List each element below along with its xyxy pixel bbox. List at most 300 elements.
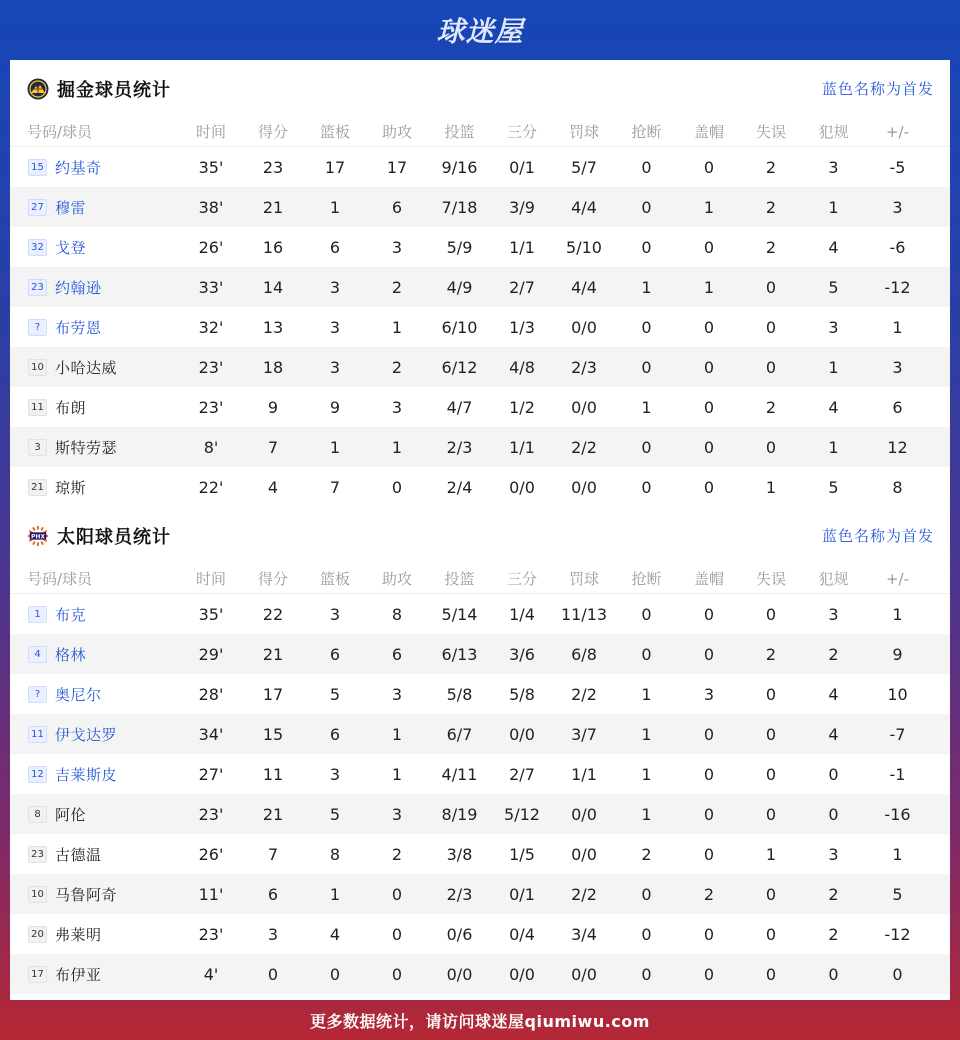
player-cell xyxy=(10,684,180,705)
stat-cell: 0 xyxy=(765,764,777,784)
stat-cell: 3 xyxy=(391,804,403,824)
table-row[interactable] xyxy=(10,267,950,307)
table-row[interactable] xyxy=(10,187,950,227)
stat-cell: 0/0 xyxy=(446,964,473,984)
stat-cell: 4/8 xyxy=(509,357,535,377)
stat-cell: 21 xyxy=(262,644,284,664)
column-header: 篮板 xyxy=(319,570,350,588)
stat-cell: 3 xyxy=(828,157,839,177)
stat-cell: 0 xyxy=(703,237,715,257)
player-name-link[interactable]: 穆雷 xyxy=(55,198,87,217)
player-name-link[interactable]: 奥尼尔 xyxy=(55,685,102,704)
stat-cell: 3/6 xyxy=(509,644,535,664)
stat-cell: 0 xyxy=(641,924,652,944)
stat-cell: 6/7 xyxy=(446,724,473,744)
stat-cell: 6/12 xyxy=(441,357,478,377)
stat-cell: 17 xyxy=(324,157,346,177)
stat-cell: 2 xyxy=(765,197,777,217)
stat-cell: 0 xyxy=(641,964,652,984)
stat-cell: 0 xyxy=(703,317,715,337)
stat-cell: 0/0 xyxy=(571,804,597,824)
jersey-number-badge: 23 xyxy=(28,279,47,296)
table-row[interactable] xyxy=(10,147,950,187)
stat-cell: 6/13 xyxy=(441,644,478,664)
player-cell xyxy=(10,477,180,498)
stat-cell: 34' xyxy=(198,724,224,744)
player-cell xyxy=(10,604,180,625)
stat-cell: 6 xyxy=(391,197,403,217)
stats-panel xyxy=(10,60,950,1000)
stat-cell: 4 xyxy=(828,397,839,417)
jersey-number-badge: ? xyxy=(28,319,47,336)
stat-cell: 3 xyxy=(892,197,903,217)
table-row[interactable] xyxy=(10,387,950,427)
stat-cell: 0 xyxy=(391,924,403,944)
player-cell xyxy=(10,724,180,745)
team-header xyxy=(10,60,950,117)
player-rows xyxy=(10,594,950,994)
stat-cell: -1 xyxy=(889,764,906,784)
stat-cell: 8 xyxy=(329,844,341,864)
jersey-number-badge: 1 xyxy=(28,606,47,623)
stat-cell: 0 xyxy=(641,884,652,904)
player-name-link[interactable]: 约翰逊 xyxy=(55,278,102,297)
player-cell xyxy=(10,237,180,258)
site-logo[interactable]: 球迷屋 xyxy=(436,15,524,48)
column-header: 得分 xyxy=(257,570,288,588)
stat-cell: 3 xyxy=(828,844,839,864)
stat-cell: 0 xyxy=(765,684,777,704)
stat-cell: 13 xyxy=(262,317,284,337)
stat-cell: 0 xyxy=(391,964,403,984)
table-row[interactable] xyxy=(10,834,950,874)
stat-cell: -12 xyxy=(884,924,911,944)
stat-cell: 1 xyxy=(391,724,403,744)
stat-cell: 4/4 xyxy=(571,277,597,297)
player-name-link[interactable]: 格林 xyxy=(55,645,87,664)
stat-cell: 0 xyxy=(641,197,652,217)
column-header: 失误 xyxy=(755,570,786,588)
stat-cell: 0 xyxy=(828,804,839,824)
stat-cell: 6/8 xyxy=(571,644,597,664)
table-row[interactable] xyxy=(10,594,950,634)
stat-cell: 26' xyxy=(198,844,224,864)
player-name-link[interactable]: 马鲁阿奇 xyxy=(55,885,118,904)
team-section xyxy=(10,507,950,994)
stat-cell: 1 xyxy=(391,764,403,784)
stat-cell: 29' xyxy=(198,644,224,664)
stat-cell: 1/1 xyxy=(509,237,535,257)
stat-cell: 3 xyxy=(267,924,279,944)
column-header-row xyxy=(10,117,950,147)
table-row[interactable] xyxy=(10,874,950,914)
stat-cell: 3/8 xyxy=(446,844,473,864)
stat-cell: 1 xyxy=(703,277,715,297)
stat-cell: 1 xyxy=(892,317,903,337)
stat-cell: 0 xyxy=(641,237,652,257)
jersey-number-badge: 23 xyxy=(28,846,47,863)
stat-cell: 11' xyxy=(198,884,224,904)
stat-cell: 3/7 xyxy=(571,724,597,744)
column-header: 号码/球员 xyxy=(27,123,93,141)
stat-cell: 2/3 xyxy=(446,884,473,904)
stat-cell: 1/1 xyxy=(571,764,597,784)
stat-cell: 5/10 xyxy=(566,237,602,257)
stat-cell: 0 xyxy=(703,437,715,457)
stat-cell: 0/6 xyxy=(446,924,473,944)
stat-cell: 3 xyxy=(828,317,839,337)
stat-cell: 1 xyxy=(329,197,341,217)
column-header: 盖帽 xyxy=(693,570,724,588)
stat-cell: 5 xyxy=(828,477,839,497)
stat-cell: 2 xyxy=(391,357,403,377)
stat-cell: 0 xyxy=(765,884,777,904)
stat-cell: 4 xyxy=(329,924,341,944)
stat-cell: 2 xyxy=(828,924,839,944)
jersey-number-badge: 3 xyxy=(28,439,47,456)
stat-cell: 23' xyxy=(198,804,224,824)
stat-cell: 0 xyxy=(765,964,777,984)
stat-cell: 23' xyxy=(198,357,224,377)
table-row[interactable] xyxy=(10,754,950,794)
stat-cell: 10 xyxy=(887,684,908,704)
player-cell xyxy=(10,277,180,298)
column-header: 投篮 xyxy=(444,123,475,141)
stat-cell: 0 xyxy=(641,644,652,664)
jersey-number-badge: 10 xyxy=(28,359,47,376)
table-row[interactable] xyxy=(10,634,950,674)
stat-cell: 1 xyxy=(892,604,903,624)
stat-cell: 6 xyxy=(892,397,903,417)
stat-cell: 23 xyxy=(262,157,284,177)
team-title-group xyxy=(27,523,171,549)
player-cell xyxy=(10,844,180,865)
stat-cell: 7 xyxy=(267,437,279,457)
player-name-link[interactable]: 吉莱斯皮 xyxy=(55,765,118,784)
stat-cell: 8 xyxy=(892,477,903,497)
stat-cell: 0 xyxy=(703,157,715,177)
stat-cell: 9 xyxy=(267,397,279,417)
jersey-number-badge: 32 xyxy=(28,239,47,256)
jersey-number-badge: 27 xyxy=(28,199,47,216)
player-name-link[interactable]: 琼斯 xyxy=(55,478,87,497)
stat-cell: 0/0 xyxy=(509,477,535,497)
stat-cell: -7 xyxy=(889,724,906,744)
stat-cell: 0 xyxy=(641,437,652,457)
stat-cell: 5 xyxy=(828,277,839,297)
stat-cell: 0 xyxy=(641,357,652,377)
column-header: 犯规 xyxy=(818,570,849,588)
stat-cell: 3 xyxy=(329,277,341,297)
stat-cell: 0 xyxy=(703,604,715,624)
stat-cell: 15 xyxy=(262,724,284,744)
stat-cell: 2 xyxy=(703,884,715,904)
stat-cell: 1 xyxy=(641,397,652,417)
stat-cell: 4' xyxy=(203,964,219,984)
svg-text:PHX: PHX xyxy=(31,532,45,540)
stat-cell: 5/8 xyxy=(509,684,535,704)
stat-cell: 1/2 xyxy=(509,397,535,417)
stat-cell: 0/4 xyxy=(509,924,535,944)
player-name-link[interactable]: 约基奇 xyxy=(55,158,102,177)
stat-cell: 0 xyxy=(641,157,652,177)
stat-cell: 0 xyxy=(641,477,652,497)
stat-cell: 6 xyxy=(329,724,341,744)
stat-cell: 5/9 xyxy=(446,237,473,257)
stat-cell: 1 xyxy=(703,197,715,217)
stat-cell: 4 xyxy=(828,237,839,257)
player-name-link[interactable]: 伊戈达罗 xyxy=(55,725,118,744)
stat-cell: 4 xyxy=(267,477,279,497)
stat-cell: 0 xyxy=(703,724,715,744)
player-cell xyxy=(10,317,180,338)
stat-cell: 3/4 xyxy=(571,924,597,944)
stat-cell: 2/3 xyxy=(446,437,473,457)
stat-cell: 7 xyxy=(267,844,279,864)
stat-cell: 2/7 xyxy=(509,764,535,784)
stat-cell: 2/3 xyxy=(571,357,597,377)
stat-cell: 6/10 xyxy=(441,317,478,337)
stat-cell: 18 xyxy=(262,357,284,377)
player-cell xyxy=(10,884,180,905)
table-row[interactable] xyxy=(10,914,950,954)
table-row[interactable] xyxy=(10,714,950,754)
stat-cell: 5/14 xyxy=(441,604,478,624)
stat-cell: 0/1 xyxy=(509,884,535,904)
stat-cell: 8/19 xyxy=(441,804,478,824)
stat-cell: 38' xyxy=(198,197,224,217)
stat-cell: 3 xyxy=(329,357,341,377)
stat-cell: 3 xyxy=(892,357,903,377)
stat-cell: 2 xyxy=(765,644,777,664)
player-cell xyxy=(10,157,180,178)
column-header: 抢断 xyxy=(631,123,662,141)
player-cell xyxy=(10,644,180,665)
stat-cell: 1 xyxy=(641,684,652,704)
stat-cell: 23' xyxy=(198,924,224,944)
stat-cell: 0/0 xyxy=(571,964,597,984)
column-header: 篮板 xyxy=(319,123,350,141)
stat-cell: 17 xyxy=(386,157,408,177)
table-row[interactable] xyxy=(10,347,950,387)
table-row[interactable] xyxy=(10,427,950,467)
stat-cell: 11 xyxy=(262,764,284,784)
stat-cell: 22 xyxy=(262,604,284,624)
stat-cell: 2/2 xyxy=(571,684,597,704)
stat-cell: 9 xyxy=(892,644,903,664)
stat-cell: 7 xyxy=(329,477,341,497)
stat-cell: 2 xyxy=(391,844,403,864)
player-name-link[interactable]: 斯特劳瑟 xyxy=(55,438,118,457)
table-row[interactable] xyxy=(10,227,950,267)
stat-cell: 0 xyxy=(267,964,279,984)
jersey-number-badge: 15 xyxy=(28,159,47,176)
stat-cell: 3 xyxy=(329,604,341,624)
stat-cell: 1 xyxy=(641,277,652,297)
team-title: 掘金球员统计 xyxy=(57,79,171,101)
column-header: +/- xyxy=(885,569,910,588)
stat-cell: 1 xyxy=(892,844,903,864)
column-header: 号码/球员 xyxy=(27,570,93,588)
column-header: 时间 xyxy=(195,570,226,588)
jersey-number-badge: 17 xyxy=(28,966,47,983)
stat-cell: 3 xyxy=(329,764,341,784)
player-name-link[interactable]: 戈登 xyxy=(55,238,87,257)
stat-cell: 0 xyxy=(703,844,715,864)
stat-cell: 33' xyxy=(198,277,224,297)
column-header: 得分 xyxy=(257,123,288,141)
stat-cell: 8' xyxy=(203,437,219,457)
player-cell xyxy=(10,357,180,378)
table-row[interactable] xyxy=(10,307,950,347)
stat-cell: 35' xyxy=(198,157,224,177)
stat-cell: 0/0 xyxy=(571,844,597,864)
jersey-number-badge: 10 xyxy=(28,886,47,903)
stat-cell: -16 xyxy=(884,804,911,824)
stat-cell: 32' xyxy=(198,317,224,337)
column-header: 罚球 xyxy=(568,123,599,141)
starter-legend-note: 蓝色名称为首发 xyxy=(821,527,934,545)
stat-cell: 2 xyxy=(828,644,839,664)
stat-cell: 0 xyxy=(641,317,652,337)
stat-cell: 0 xyxy=(703,964,715,984)
stat-cell: 28' xyxy=(198,684,224,704)
stat-cell: 1 xyxy=(641,804,652,824)
stat-cell: 1 xyxy=(828,437,839,457)
stat-cell: 6 xyxy=(267,884,279,904)
stat-cell: 0 xyxy=(703,477,715,497)
site-header xyxy=(0,0,960,60)
stat-cell: 1 xyxy=(391,437,403,457)
stat-cell: 0 xyxy=(892,964,903,984)
stat-cell: 1 xyxy=(329,437,341,457)
stat-cell: 5/8 xyxy=(446,684,473,704)
player-name-link[interactable]: 小哈达威 xyxy=(55,358,118,377)
stat-cell: 0 xyxy=(703,644,715,664)
player-cell xyxy=(10,437,180,458)
nuggets-logo-icon xyxy=(27,78,49,100)
stat-cell: 27' xyxy=(198,764,224,784)
stat-cell: 2 xyxy=(641,844,652,864)
player-cell xyxy=(10,924,180,945)
stat-cell: 5 xyxy=(329,804,341,824)
stat-cell: 3 xyxy=(329,317,341,337)
stat-cell: 9 xyxy=(329,397,341,417)
player-name-link[interactable]: 布朗 xyxy=(55,398,87,417)
stat-cell: 3/9 xyxy=(509,197,535,217)
stat-cell: 8 xyxy=(391,604,403,624)
player-name-link[interactable]: 弗莱明 xyxy=(55,925,102,944)
stat-cell: 0 xyxy=(765,924,777,944)
table-row[interactable] xyxy=(10,794,950,834)
stat-cell: 5/7 xyxy=(571,157,597,177)
stat-cell: 7/18 xyxy=(441,197,478,217)
stat-cell: 2 xyxy=(828,884,839,904)
stat-cell: 0 xyxy=(703,804,715,824)
player-name-link[interactable]: 布伊亚 xyxy=(55,965,102,984)
team-title-group xyxy=(27,76,171,102)
stat-cell: 0 xyxy=(703,397,715,417)
stat-cell: 2 xyxy=(391,277,403,297)
stat-cell: 3 xyxy=(828,604,839,624)
stat-cell: 3 xyxy=(391,684,403,704)
team-title: 太阳球员统计 xyxy=(57,526,171,548)
table-row[interactable] xyxy=(10,674,950,714)
stat-cell: 0 xyxy=(828,764,839,784)
stat-cell: 1/1 xyxy=(509,437,535,457)
column-header: 助攻 xyxy=(381,570,412,588)
stat-cell: 2 xyxy=(765,157,777,177)
stat-cell: -5 xyxy=(889,157,906,177)
column-header: 投篮 xyxy=(444,570,475,588)
stat-cell: 1 xyxy=(828,197,839,217)
stat-cell: 35' xyxy=(198,604,224,624)
player-cell xyxy=(10,764,180,785)
stat-cell: 0 xyxy=(703,764,715,784)
stat-cell: 6 xyxy=(391,644,403,664)
stat-cell: 0/0 xyxy=(509,724,535,744)
stat-cell: 0 xyxy=(765,724,777,744)
player-name-link[interactable]: 古德温 xyxy=(55,845,102,864)
column-header: 时间 xyxy=(195,123,226,141)
stat-cell: 0 xyxy=(329,964,341,984)
stat-cell: 17 xyxy=(262,684,284,704)
stat-cell: 3 xyxy=(391,397,403,417)
stat-cell: 4/4 xyxy=(571,197,597,217)
jersey-number-badge: 11 xyxy=(28,399,47,416)
jersey-number-badge: ? xyxy=(28,686,47,703)
stat-cell: 4/11 xyxy=(441,764,478,784)
stat-cell: 2/2 xyxy=(571,884,597,904)
stat-cell: 1/4 xyxy=(509,604,535,624)
stat-cell: 6 xyxy=(329,644,341,664)
stat-cell: 5 xyxy=(892,884,903,904)
stat-cell: 1 xyxy=(329,884,341,904)
table-row[interactable] xyxy=(10,467,950,507)
stat-cell: 4 xyxy=(828,684,839,704)
stat-cell: 9/16 xyxy=(441,157,478,177)
jersey-number-badge: 12 xyxy=(28,766,47,783)
stat-cell: 12 xyxy=(887,437,908,457)
player-name-link[interactable]: 阿伦 xyxy=(55,805,87,824)
stat-cell: 21 xyxy=(262,197,284,217)
column-header-row xyxy=(10,564,950,594)
stat-cell: 0/1 xyxy=(509,157,535,177)
stat-cell: 0 xyxy=(765,317,777,337)
footer-banner: 更多数据统计，请访问球迷屋qiumiwu.com xyxy=(310,1011,650,1031)
stat-cell: 2/2 xyxy=(571,437,597,457)
player-name-link[interactable]: 布克 xyxy=(55,605,87,624)
stat-cell: 11/13 xyxy=(560,604,608,624)
stat-cell: 0/0 xyxy=(571,397,597,417)
stat-cell: 0/0 xyxy=(571,317,597,337)
player-name-link[interactable]: 布劳恩 xyxy=(55,318,102,337)
column-header: 失误 xyxy=(755,123,786,141)
stat-cell: -12 xyxy=(884,277,911,297)
column-header: 助攻 xyxy=(381,123,412,141)
stat-cell: 4/7 xyxy=(446,397,473,417)
stat-cell: 3 xyxy=(703,684,715,704)
stat-cell: 0 xyxy=(828,964,839,984)
stat-cell: 5 xyxy=(329,684,341,704)
player-rows xyxy=(10,147,950,507)
stat-cell: 22' xyxy=(198,477,224,497)
stat-cell: 0 xyxy=(391,884,403,904)
table-row[interactable] xyxy=(10,954,950,994)
stat-cell: 5/12 xyxy=(504,804,540,824)
jersey-number-badge: 8 xyxy=(28,806,47,823)
stat-cell: 16 xyxy=(262,237,284,257)
